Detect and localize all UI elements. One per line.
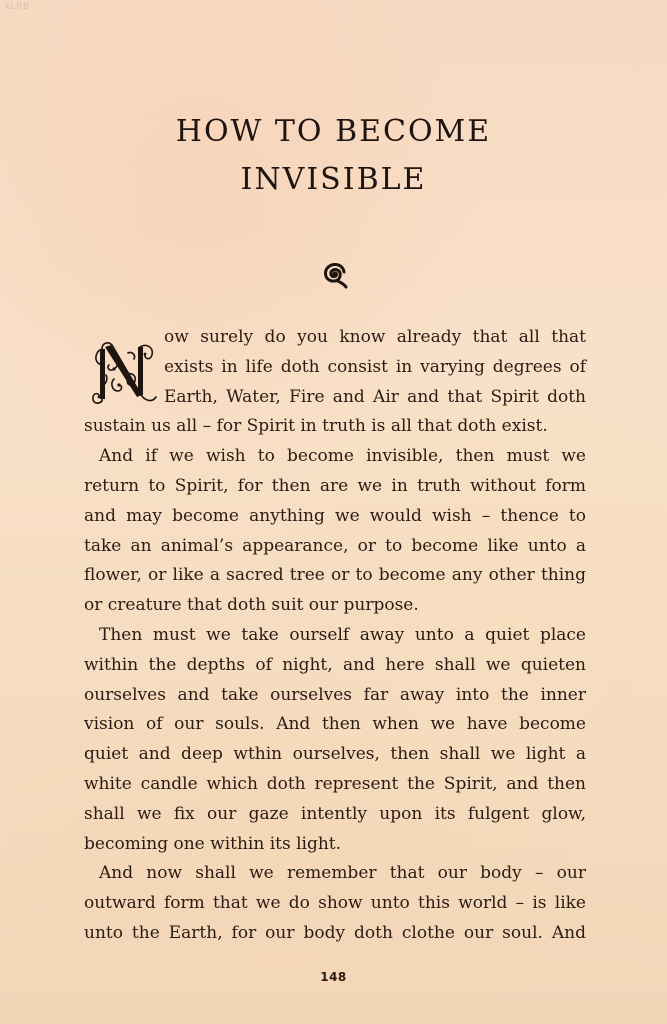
text-line: becoming one within its light. [84,833,342,854]
chapter-title [0,108,667,204]
dropcap-letter [88,335,160,409]
chapter-title-line-2: INVISIBLE [240,162,427,197]
text-line: flower, or like a sacred tree or to become any other thing [84,565,586,586]
text-line: And now shall we remember that our body – our [99,863,586,884]
text-line: and may become anything we would wish – thence to [84,505,586,526]
text-line: quiet and deep wthin ourselves, then shall we light a [84,744,586,765]
spiral-ornament-icon [316,255,352,291]
chapter-title-line-1: HOW TO BECOME [175,114,492,149]
text-line: outward form that we do show unto this world – is like [84,893,586,914]
text-line: vision of our souls. And then when we have become [84,714,586,735]
text-line: Earth, Water, Fire and Air and that Spirit doth [164,386,586,407]
text-line: take an animal’s appearance, or to become like unto a [84,535,586,556]
text-line: within the depths of night, and here shall we quieten [84,654,586,675]
page-number: 148 [320,970,347,984]
body-text [84,323,586,949]
text-line: ow surely do you know already that all that [164,327,586,347]
text-line: ourselves and take ourselves far away into the inner [84,684,586,705]
text-line: return to Spirit, for then are we in truth without form [84,475,586,496]
text-line: Then must we take ourself away unto a quiet place [99,624,586,645]
text-line: And if we wish to become invisible, then must we [99,446,586,467]
text-line: unto the Earth, for our body doth clothe our soul. And [84,922,586,943]
text-line: shall we fix our gaze intently upon its fulgent glow, [84,803,586,824]
text-line: sustain us all – for Spirit in truth is all that doth exist. [84,416,548,437]
text-line: or creature that doth suit our purpose. [84,595,419,616]
watermark: XLRB [4,2,30,12]
text-line: exists in life doth consist in varying degrees of [164,356,586,377]
text-line: white candle which doth represent the Spirit, and then [84,773,586,794]
